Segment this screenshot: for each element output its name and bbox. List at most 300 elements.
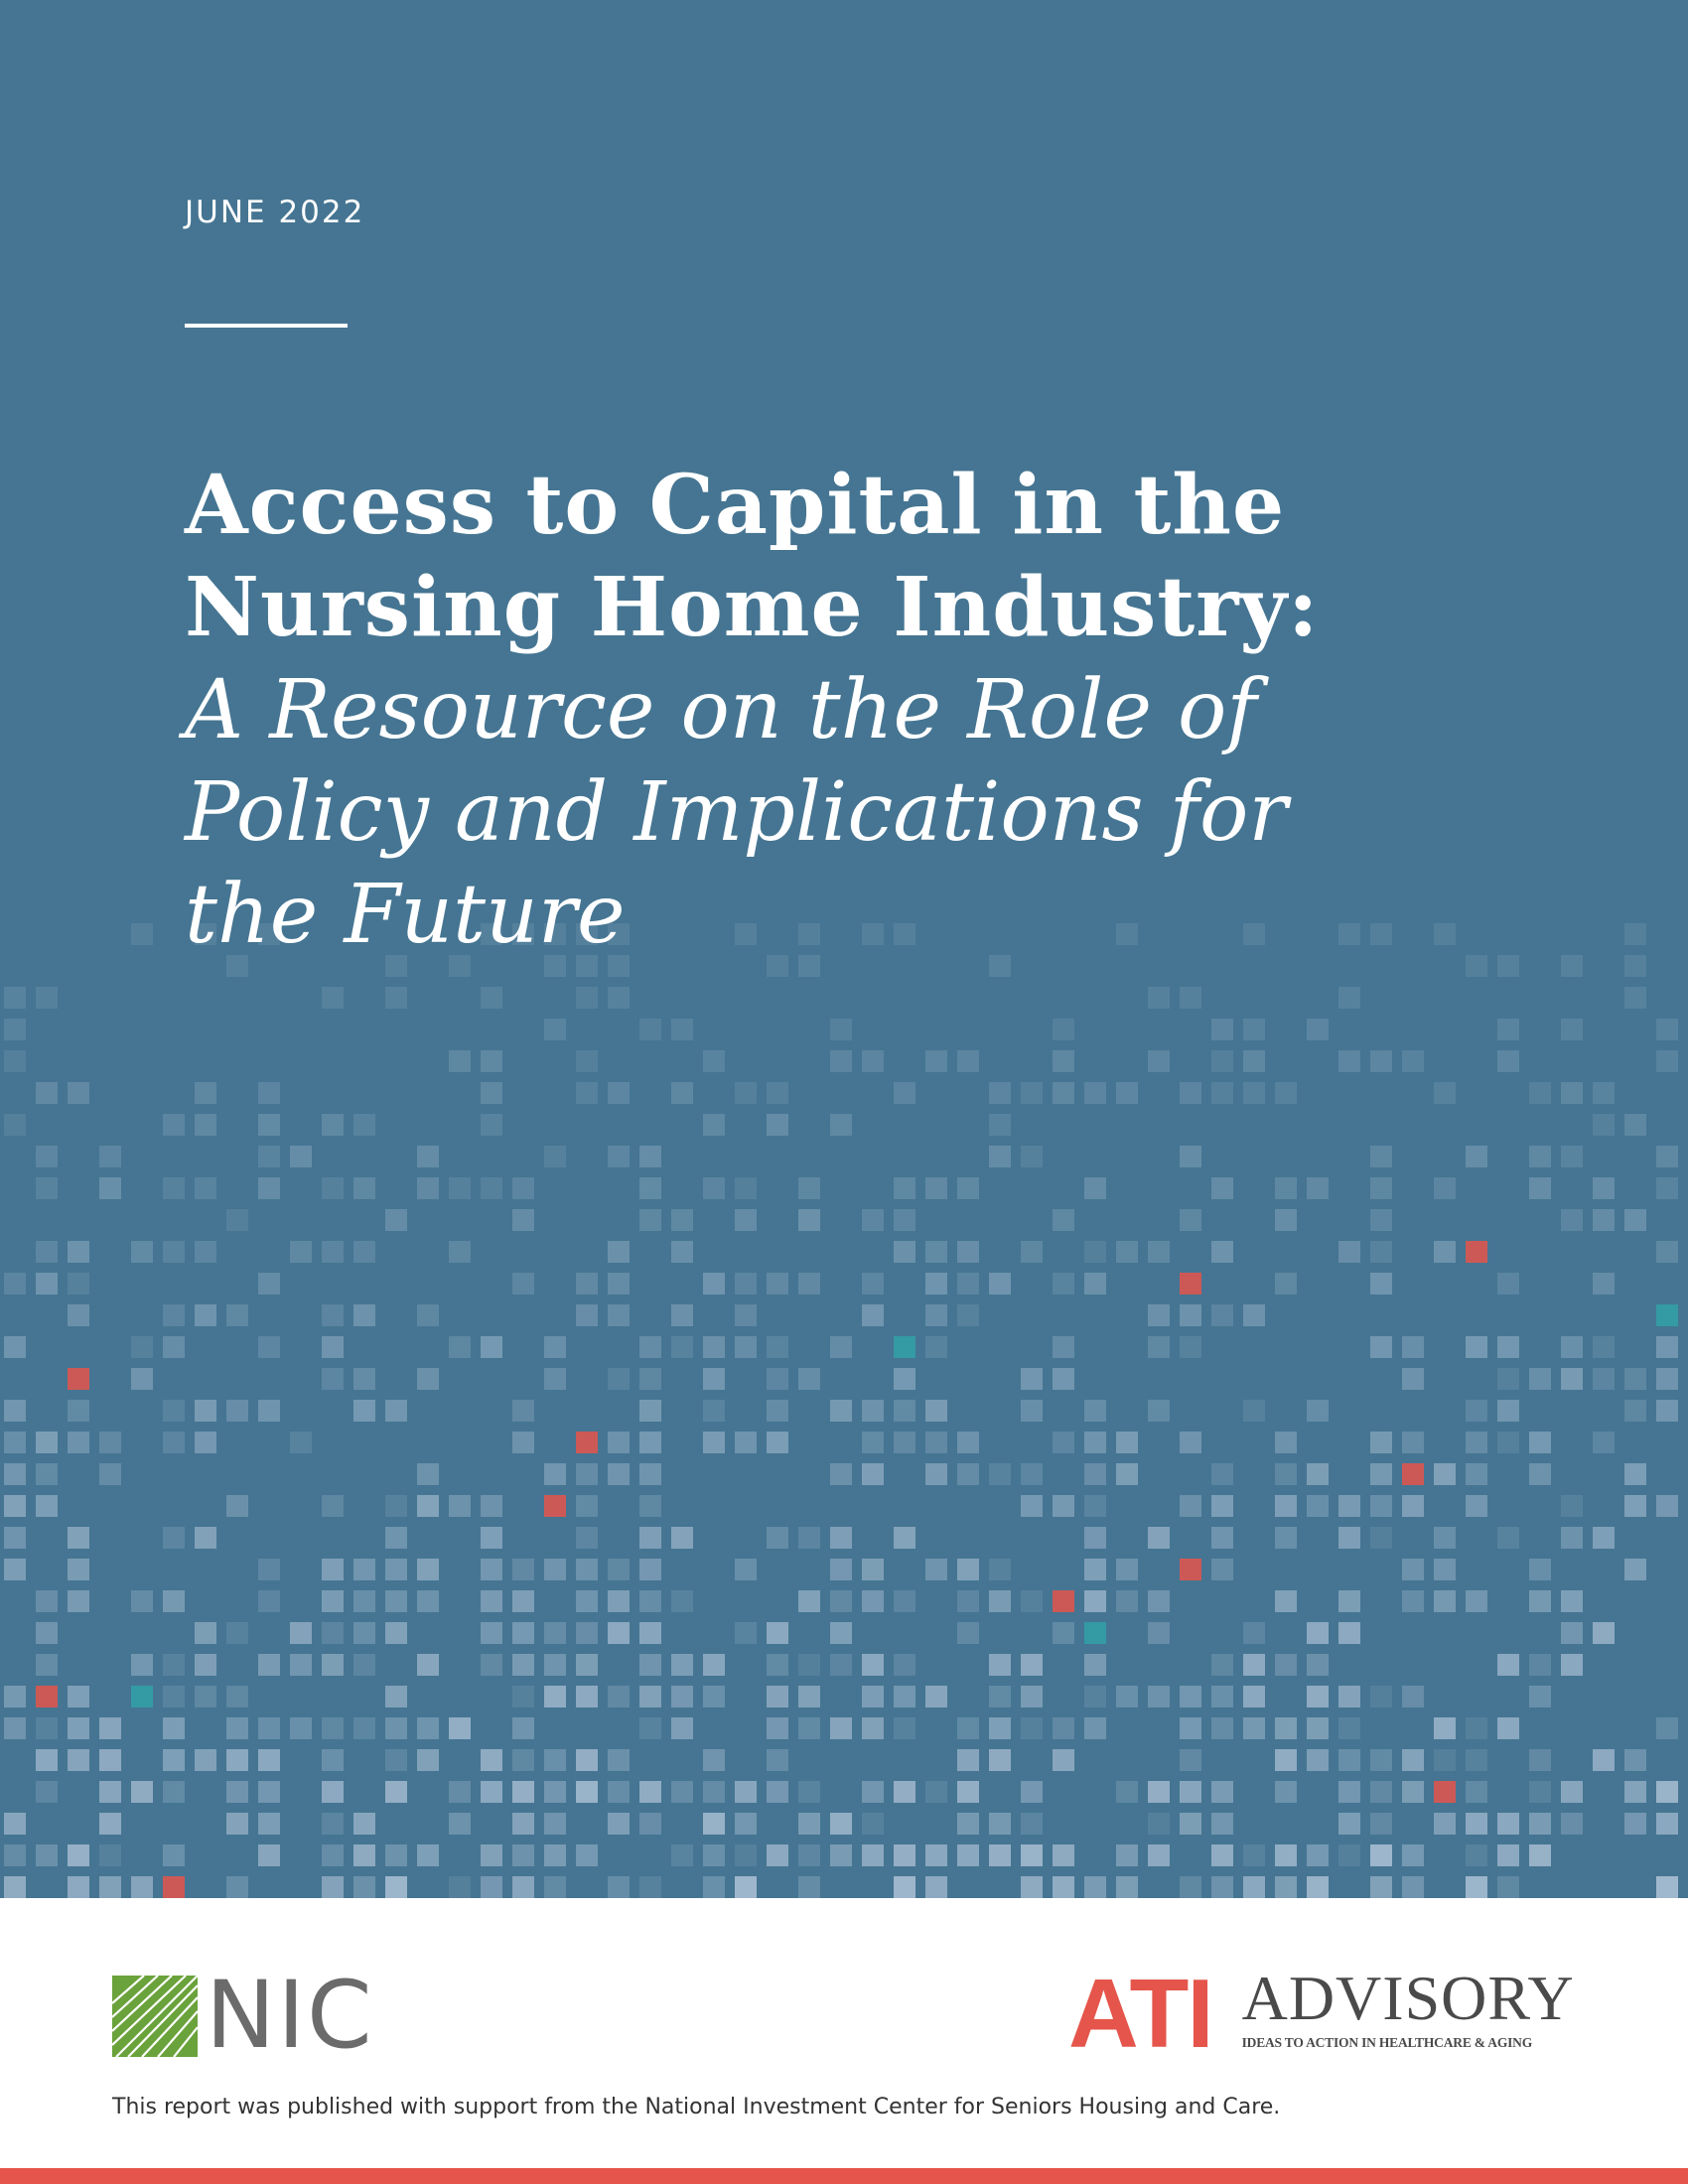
pattern-square [68, 1876, 89, 1898]
pattern-square [417, 1368, 439, 1390]
pattern-square [512, 1209, 534, 1231]
pattern-square [417, 1654, 439, 1676]
pattern-square [195, 1082, 216, 1104]
pattern-square [894, 1717, 915, 1739]
pattern-square [1180, 1686, 1201, 1707]
pattern-square [576, 1050, 598, 1072]
pattern-square [1021, 1813, 1043, 1835]
pattern-square [481, 1527, 502, 1549]
pattern-square [1307, 1019, 1329, 1040]
pattern-square [798, 1876, 820, 1898]
pattern-square [99, 1177, 121, 1199]
pattern-square [195, 1527, 216, 1549]
pattern-square [1370, 1432, 1392, 1453]
pattern-square [576, 1686, 598, 1707]
pattern-square [1243, 1654, 1265, 1676]
pattern-square [862, 1844, 884, 1866]
pattern-square [925, 1463, 947, 1485]
pattern-square [576, 1844, 598, 1866]
pattern-square [1053, 1050, 1074, 1072]
pattern-square [1497, 1527, 1519, 1549]
pattern-square [1624, 1781, 1646, 1803]
pattern-square [639, 1527, 661, 1549]
pattern-square [735, 1273, 757, 1295]
pattern-square [703, 1400, 725, 1422]
pattern-square [1593, 1273, 1615, 1295]
pattern-square [576, 1559, 598, 1580]
pattern-square [226, 1304, 248, 1326]
pattern-square [1370, 1876, 1392, 1898]
pattern-square [417, 1749, 439, 1771]
pattern-square [925, 1876, 947, 1898]
pattern-square [576, 1432, 598, 1453]
pattern-square [989, 1590, 1011, 1612]
pattern-square [322, 1241, 344, 1263]
pattern-square [1402, 1876, 1424, 1898]
pattern-square [1497, 1336, 1519, 1358]
pattern-square [671, 1336, 693, 1358]
pattern-square [735, 1082, 757, 1104]
pattern-square [36, 1463, 58, 1485]
pattern-square [1084, 1717, 1106, 1739]
pattern-square [703, 1050, 725, 1072]
pattern-square [1148, 1304, 1170, 1326]
pattern-square [830, 1717, 852, 1739]
pattern-square [894, 1241, 915, 1263]
pattern-square [767, 1082, 788, 1104]
pattern-square [258, 1177, 280, 1199]
pattern-square [36, 1622, 58, 1644]
pattern-square [1402, 1749, 1424, 1771]
pattern-square [862, 1463, 884, 1485]
pattern-square [4, 1495, 26, 1517]
pattern-square [735, 1336, 757, 1358]
pattern-square [1529, 1844, 1551, 1866]
pattern-square [1148, 1622, 1170, 1644]
pattern-square [258, 1559, 280, 1580]
pattern-square [925, 1781, 947, 1803]
pattern-square [639, 1654, 661, 1676]
pattern-square [1497, 1273, 1519, 1295]
pattern-square [1021, 1146, 1043, 1167]
pattern-square [671, 1082, 693, 1104]
pattern-square [767, 1114, 788, 1136]
pattern-square [1370, 1527, 1392, 1549]
pattern-square [989, 1749, 1011, 1771]
pattern-square [385, 1686, 407, 1707]
pattern-square [1116, 1241, 1138, 1263]
pattern-square [1434, 1082, 1456, 1104]
pattern-square [1466, 1717, 1487, 1739]
pattern-square [131, 1368, 153, 1390]
pattern-square [322, 1495, 344, 1517]
pattern-square [671, 1844, 693, 1866]
pattern-square [1084, 1177, 1106, 1199]
pattern-square [417, 1463, 439, 1485]
pattern-square [1402, 1686, 1424, 1707]
pattern-square [68, 1749, 89, 1771]
pattern-square [735, 1559, 757, 1580]
pattern-square [512, 1400, 534, 1422]
pattern-square [957, 1177, 979, 1199]
pattern-square [163, 1844, 185, 1866]
pattern-square [353, 1717, 375, 1739]
pattern-square [989, 1559, 1011, 1580]
pattern-square [1593, 1622, 1615, 1644]
pattern-square [1561, 1622, 1583, 1644]
pattern-square [639, 1432, 661, 1453]
pattern-square [226, 1495, 248, 1517]
pattern-square [1275, 1876, 1297, 1898]
pattern-square [417, 1495, 439, 1517]
pattern-square [925, 1400, 947, 1422]
pattern-square [163, 1432, 185, 1453]
pattern-square [608, 1082, 630, 1104]
pattern-square [1561, 1368, 1583, 1390]
pattern-square [1402, 1463, 1424, 1485]
pattern-square [608, 1781, 630, 1803]
pattern-square [1370, 1749, 1392, 1771]
pattern-square [481, 1844, 502, 1866]
pattern-square [989, 1654, 1011, 1676]
pattern-square [1656, 1304, 1678, 1326]
pattern-square [449, 1336, 471, 1358]
pattern-square [1180, 1495, 1201, 1517]
pattern-square [353, 1114, 375, 1136]
pattern-square [1275, 1527, 1297, 1549]
pattern-square [481, 1876, 502, 1898]
pattern-square [385, 1781, 407, 1803]
pattern-square [989, 1686, 1011, 1707]
pattern-square [639, 1717, 661, 1739]
pattern-square [798, 1654, 820, 1676]
pattern-square [544, 1622, 566, 1644]
pattern-square [1434, 1527, 1456, 1549]
pattern-square [1021, 1400, 1043, 1422]
pattern-square [258, 1813, 280, 1835]
pattern-square [703, 1177, 725, 1199]
pattern-square [1116, 1590, 1138, 1612]
pattern-square [1148, 1844, 1170, 1866]
pattern-square [353, 1400, 375, 1422]
pattern-square [1211, 1527, 1233, 1549]
pattern-square [385, 1209, 407, 1231]
pattern-square [1370, 1463, 1392, 1485]
pattern-square [1307, 1686, 1329, 1707]
pattern-square [1434, 1717, 1456, 1739]
pattern-square [1180, 987, 1201, 1009]
pattern-square [1466, 1844, 1487, 1866]
pattern-square [767, 1336, 788, 1358]
pattern-square [798, 1177, 820, 1199]
publication-date: JUNE 2022 [185, 195, 365, 230]
pattern-square [1243, 1717, 1265, 1739]
pattern-square [1180, 1717, 1201, 1739]
pattern-square [1307, 1622, 1329, 1644]
pattern-square [258, 1400, 280, 1422]
pattern-square [1593, 1177, 1615, 1199]
pattern-square [1053, 1495, 1074, 1517]
pattern-square [1148, 987, 1170, 1009]
pattern-square [894, 1432, 915, 1453]
pattern-square [131, 923, 153, 945]
pattern-square [1180, 1781, 1201, 1803]
pattern-square [830, 1844, 852, 1866]
pattern-square [608, 1686, 630, 1707]
pattern-square [767, 1400, 788, 1422]
pattern-square [576, 1527, 598, 1549]
pattern-square [226, 1876, 248, 1898]
pattern-square [1053, 1622, 1074, 1644]
pattern-square [1148, 1400, 1170, 1422]
pattern-square [1084, 1559, 1106, 1580]
pattern-square [576, 1749, 598, 1771]
pattern-square [1307, 1844, 1329, 1866]
pattern-square [925, 1304, 947, 1326]
pattern-square [894, 1781, 915, 1803]
pattern-square [1275, 1432, 1297, 1453]
pattern-square [1084, 1686, 1106, 1707]
pattern-square [1211, 1813, 1233, 1835]
pattern-square [798, 1590, 820, 1612]
pattern-square [1211, 1241, 1233, 1263]
pattern-square [1370, 1209, 1392, 1231]
pattern-square [1307, 1495, 1329, 1517]
pattern-square [36, 1273, 58, 1295]
pattern-square [1529, 1590, 1551, 1612]
pattern-square [1180, 1749, 1201, 1771]
pattern-square [544, 1749, 566, 1771]
pattern-square [989, 1146, 1011, 1167]
pattern-square [830, 1654, 852, 1676]
pattern-square [1402, 1368, 1424, 1390]
pattern-square [957, 1844, 979, 1866]
pattern-square [1529, 1559, 1551, 1580]
pattern-square [1402, 1781, 1424, 1803]
pattern-square [703, 1844, 725, 1866]
pattern-square [735, 1622, 757, 1644]
pattern-square [1561, 1082, 1583, 1104]
title-subtitle-line-1: A Resource on the Role of [185, 663, 1257, 757]
pattern-square [99, 1463, 121, 1485]
pattern-square [512, 1177, 534, 1199]
pattern-square [703, 1813, 725, 1835]
pattern-square [1529, 1463, 1551, 1485]
pattern-square [989, 1463, 1011, 1485]
pattern-square [862, 1590, 884, 1612]
pattern-square [735, 1209, 757, 1231]
pattern-square [1624, 1495, 1646, 1517]
pattern-square [544, 1559, 566, 1580]
pattern-square [1656, 1876, 1678, 1898]
pattern-square [1243, 1304, 1265, 1326]
pattern-square [671, 1019, 693, 1040]
pattern-square [925, 1241, 947, 1263]
pattern-square [1370, 1146, 1392, 1167]
pattern-square [1243, 1622, 1265, 1644]
ati-logo-words [1241, 1963, 1575, 2051]
pattern-square [830, 1400, 852, 1422]
pattern-square [1211, 1050, 1233, 1072]
pattern-square [1148, 1050, 1170, 1072]
pattern-square [544, 1368, 566, 1390]
pattern-square [639, 1876, 661, 1898]
pattern-square [481, 1336, 502, 1358]
pattern-square [608, 1368, 630, 1390]
pattern-square [1021, 1495, 1043, 1517]
pattern-square [608, 1432, 630, 1453]
pattern-square [1180, 1146, 1201, 1167]
pattern-square [131, 1781, 153, 1803]
pattern-square [671, 1304, 693, 1326]
pattern-square [576, 1495, 598, 1517]
pattern-square [131, 1336, 153, 1358]
pattern-square [925, 1273, 947, 1295]
pattern-square [1624, 1813, 1646, 1835]
pattern-square [163, 1717, 185, 1739]
pattern-square [353, 1813, 375, 1835]
pattern-square [862, 1432, 884, 1453]
pattern-square [1053, 1590, 1074, 1612]
pattern-square [481, 987, 502, 1009]
pattern-square [1338, 1622, 1360, 1644]
pattern-square [1466, 1241, 1487, 1263]
pattern-square [1338, 1241, 1360, 1263]
pattern-square [1180, 1082, 1201, 1104]
pattern-square [957, 1749, 979, 1771]
pattern-square [608, 987, 630, 1009]
pattern-square [1084, 1495, 1106, 1517]
pattern-square [544, 1813, 566, 1835]
pattern-square [1053, 1844, 1074, 1866]
pattern-square [36, 1844, 58, 1866]
pattern-square [512, 1813, 534, 1835]
pattern-square [4, 1114, 26, 1136]
pattern-square [322, 987, 344, 1009]
pattern-square [1593, 1368, 1615, 1390]
pattern-square [417, 1146, 439, 1167]
pattern-square [512, 1622, 534, 1644]
pattern-square [798, 1686, 820, 1707]
pattern-square [957, 1241, 979, 1263]
pattern-square [195, 1304, 216, 1326]
pattern-square [512, 1749, 534, 1771]
pattern-square [1021, 1717, 1043, 1739]
pattern-square [1021, 1844, 1043, 1866]
pattern-square [290, 1717, 312, 1739]
pattern-square [544, 1019, 566, 1040]
pattern-square [1084, 1527, 1106, 1549]
pattern-square [1466, 1146, 1487, 1167]
pattern-square [417, 1304, 439, 1326]
pattern-square [1370, 1336, 1392, 1358]
pattern-square [925, 1177, 947, 1199]
pattern-square [1338, 1686, 1360, 1707]
support-note: This report was published with support from the National Investment Center for Seniors Housing and Care. [112, 2095, 1281, 2119]
title-main-line-2: Nursing Home Industry: [185, 560, 1320, 655]
pattern-square [512, 1686, 534, 1707]
pattern-square [1275, 1463, 1297, 1485]
pattern-square [767, 1749, 788, 1771]
pattern-square [131, 1654, 153, 1676]
pattern-square [862, 1273, 884, 1295]
pattern-square [544, 1781, 566, 1803]
pattern-square [957, 1559, 979, 1580]
pattern-square [1561, 1019, 1583, 1040]
pattern-square [830, 1050, 852, 1072]
pattern-square [1211, 1463, 1233, 1485]
pattern-square [1561, 1495, 1583, 1517]
pattern-square [68, 1241, 89, 1263]
pattern-square [4, 1876, 26, 1898]
pattern-square [576, 1273, 598, 1295]
pattern-square [1529, 1177, 1551, 1199]
pattern-square [353, 1241, 375, 1263]
pattern-square [830, 1114, 852, 1136]
pattern-square [1593, 1082, 1615, 1104]
pattern-square [1624, 955, 1646, 977]
pattern-square [1434, 1781, 1456, 1803]
pattern-square [4, 1463, 26, 1485]
pattern-square [862, 1654, 884, 1676]
pattern-square [894, 1876, 915, 1898]
pattern-square [1053, 1336, 1074, 1358]
pattern-square [4, 1432, 26, 1453]
pattern-square [512, 1717, 534, 1739]
pattern-square [1053, 1082, 1074, 1104]
pattern-square [735, 1813, 757, 1835]
pattern-square [36, 1781, 58, 1803]
pattern-square [957, 1432, 979, 1453]
pattern-square [703, 1368, 725, 1390]
pattern-square [512, 1432, 534, 1453]
pattern-square [798, 1717, 820, 1739]
pattern-square [1529, 1082, 1551, 1104]
pattern-square [1053, 1749, 1074, 1771]
pattern-square [195, 1241, 216, 1263]
pattern-square [290, 1432, 312, 1453]
ati-logo-tagline: IDEAS TO ACTION IN HEALTHCARE & AGING [1241, 2035, 1533, 2050]
pattern-square [449, 1717, 471, 1739]
pattern-square [195, 1432, 216, 1453]
pattern-square [639, 1495, 661, 1517]
pattern-square [925, 1686, 947, 1707]
pattern-square [544, 1876, 566, 1898]
pattern-square [1338, 987, 1360, 1009]
pattern-square [1529, 1781, 1551, 1803]
pattern-square [1084, 1241, 1106, 1263]
pattern-square [258, 1844, 280, 1866]
pattern-square [195, 1654, 216, 1676]
pattern-square [1053, 1019, 1074, 1040]
pattern-square [36, 1177, 58, 1199]
pattern-square [163, 1781, 185, 1803]
pattern-square [353, 1590, 375, 1612]
pattern-square [830, 1559, 852, 1580]
pattern-square [639, 1368, 661, 1390]
pattern-square [703, 1336, 725, 1358]
pattern-square [1529, 1686, 1551, 1707]
ati-logo-mark: ATI [1068, 1959, 1212, 2068]
pattern-square [1497, 1432, 1519, 1453]
pattern-square [385, 1876, 407, 1898]
pattern-square [68, 1432, 89, 1453]
pattern-square [703, 1432, 725, 1453]
pattern-square [1561, 1146, 1583, 1167]
pattern-square [608, 1273, 630, 1295]
pattern-square [36, 1749, 58, 1771]
pattern-square [1497, 1400, 1519, 1422]
